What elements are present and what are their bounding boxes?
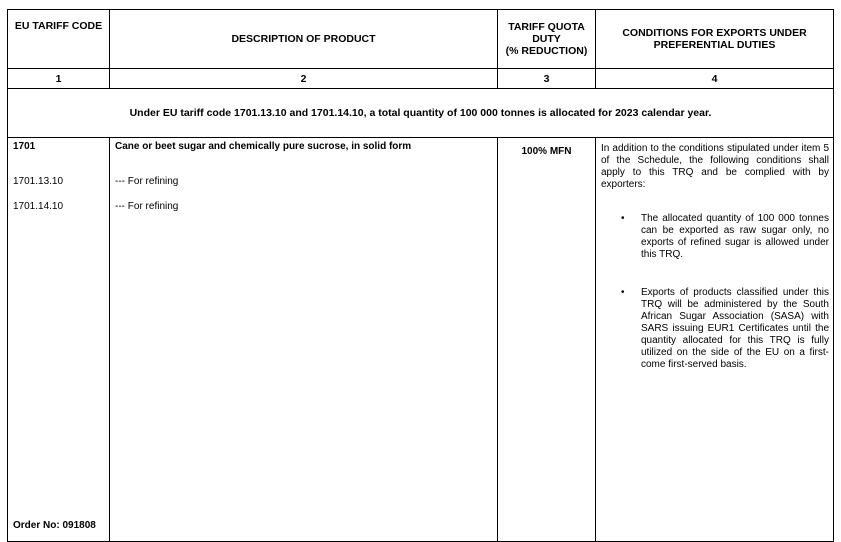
description-cell [110,138,498,542]
sub-code-2: 1701.14.10 [13,201,64,212]
header-tariff-quota-duty [498,10,596,69]
sub-description-1: --- For refining [115,176,179,187]
column-number-4: 4 [596,69,834,89]
header-eu-tariff-code: EU TARIFF CODE [8,10,110,69]
condition-text-2: Exports of products classified under this TRQ will be administered by the South African Sugar Association (SASA) with SARS issuing EUR1 Certificates until the quantity allocated for this TRQ is fully utilized on the side of the EU on a first-come first-served basis. [641,287,829,370]
tariff-entry-row [8,138,834,542]
conditions-list [601,213,829,371]
header-row [8,10,834,69]
tariff-schedule-page [7,9,833,531]
condition-item [621,213,829,261]
header-tariff-quota-line3: (% REDUCTION) [505,45,588,57]
sub-description-2: --- For refining [115,201,179,212]
header-conditions-line1: CONDITIONS FOR EXPORTS UNDER [622,27,807,39]
column-number-row [8,69,834,89]
condition-text-1: The allocated quantity of 100 000 tonnes can be exported as raw sugar only, no exports of refined sugar is allowed under this TRQ. [641,213,829,260]
bullet-icon: • [621,213,625,224]
order-number: Order No: 091808 [13,520,96,531]
tariff-quota-table [7,9,834,542]
bullet-icon: • [621,287,625,298]
allocation-note-row [8,89,834,138]
heading-description: Cane or beet sugar and chemically pure sucrose, in solid form [115,141,412,152]
tariff-code-cell [8,138,110,542]
conditions-cell [596,138,834,542]
sub-code-1: 1701.13.10 [13,176,64,187]
heading-code: 1701 [13,141,36,152]
column-number-2: 2 [110,69,498,89]
header-tariff-quota-line1: TARIFF QUOTA [508,21,585,33]
header-conditions [596,10,834,69]
conditions-intro: In addition to the conditions stipulated under item 5 of the Schedule, the following conditions shall apply to this TRQ and be complied with by exporters: [601,143,829,190]
header-conditions-line2: PREFERENTIAL DUTIES [653,39,776,51]
column-number-1: 1 [8,69,110,89]
column-number-3: 3 [498,69,596,89]
header-tariff-quota-line2: DUTY [532,33,561,45]
condition-item [621,287,829,371]
duty-cell: 100% MFN [498,138,596,542]
header-description: DESCRIPTION OF PRODUCT [110,10,498,69]
allocation-note: Under EU tariff code 1701.13.10 and 1701.14.10, a total quantity of 100 000 tonnes is allocated for 2023 calendar year. [8,89,834,138]
